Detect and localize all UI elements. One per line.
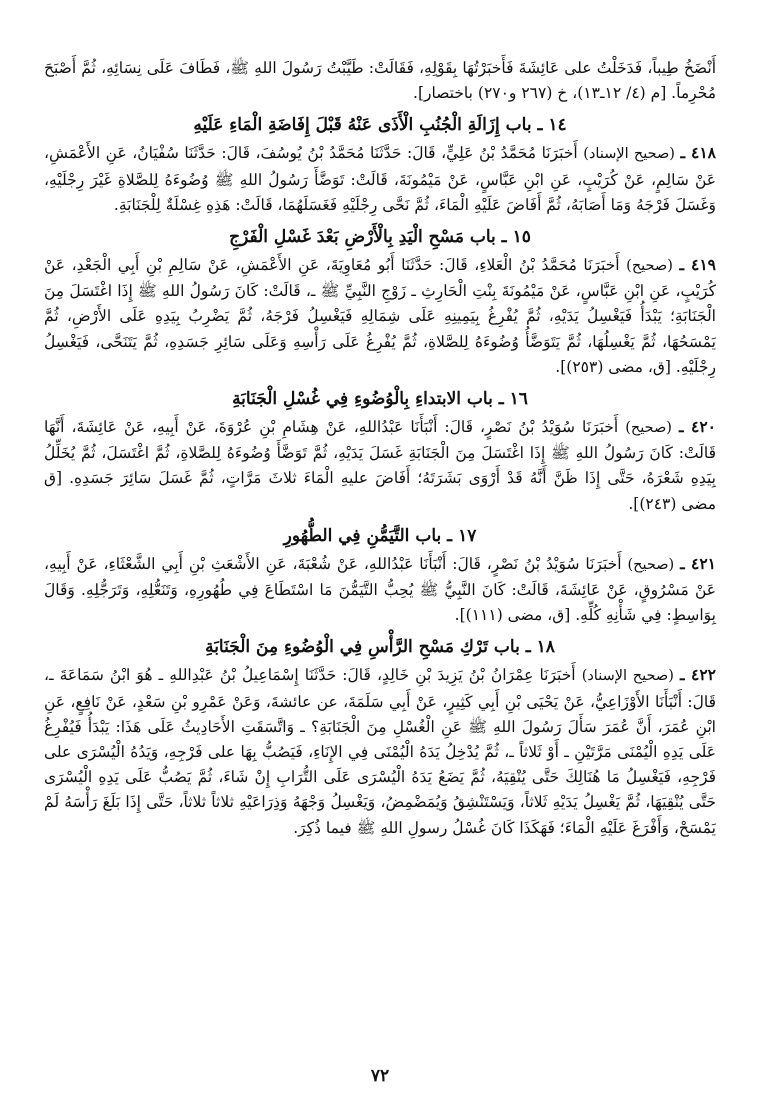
- hadith-number: ٤٢٠ ـ: [678, 417, 716, 437]
- hadith-text: أَخبَرَنَا سُوَيْدُ بْنُ نَصْرٍ، قَالَ: أَنْبَأَنَا عَبْدُاللهِ، عَنْ هِشَامِ بْنِ عُرْوَةَ، عَنْ أَبِيهِ، عَنْ عَائِشَةَ، أَنَّهَا قَالَتْ: كَانَ رَسُولُ اللهِ ﷺ إِذَا اغْتَسَلَ مِنَ الْجَنَابَةِ غَسَلَ يَدَيْهِ، ثُمَّ تَوَضَّأَ وُضُوءَهُ لِلصَّلاةِ، ثُمَّ اغْتَسَلَ، ثُمَّ يُخَلِّلُ بِيَدِهِ شَعْرَهُ، حَتَّى إِذَا ظَنَّ أَنَّهُ قَدْ أَرْوَى بَشَرَتَهُ؛ أَفَاضَ عليهِ الْمَاءَ ثلاثَ مَرَّاتٍ، ثُمَّ غَسَلَ سَائِرَ جَسَدِهِ. [ق مضى (٢٤٣)].: [44, 418, 716, 513]
- hadith-text: أَخبَرَنَا عِمْرَانُ بْنُ يَزِيدَ بْنِ خَالِدٍ، قَالَ: حَدَّثَنَا إِسْمَاعِيلُ بْنُ عَبْدِاللهِ ـ هُوَ ابْنُ سَمَاعَةَ ـ، قَالَ: أَنْبَأَنَا الأَوْزَاعِيُّ، عَنْ يَحْيَى بْنِ أَبِي كَثِيرٍ، عَنْ أَبِي سَلَمَةَ، عن عائشةَ، وَعَنْ عَمْرِو بْنِ سَعْدٍ، عَنْ نَافِعٍ، عَنِ ابْنِ عُمَرَ، أَنَّ عُمَرَ سَأَلَ رَسُولَ اللهِ ﷺ عَنِ الْغُسْلِ مِنَ الْجَنَابَةِ؟ ـ وَاتَّسَقَتِ الأَحَادِيثُ عَلَى هَذَا: يَبْدَأُ فَيُفْرِغُ عَلَى يَدِهِ الْيُمْنَى مَرَّتَيْنِ ـ أَوْ ثَلاثاً ـ، ثُمَّ يُدْخِلُ يَدَهُ الْيُمْنَى فِي الإِنَاءِ، فَيَصُبُّ بِهَا على فَرْجِهِ، وَيَدُهُ الْيُسْرَى على فَرْجِهِ، فَيَغْسِلُ مَا هُنَالِكَ حَتَّى يُنْقِيَهُ، ثُمَّ يَضَعُ يَدَهُ الْيُسْرَى عَلَى التُّرَابِ إِنْ شَاءَ، ثُمَّ يَصُبُّ عَلَى يَدِهِ الْيُسْرَى حَتَّى يُنْقِيَهَا، ثُمَّ يَغْسِلُ يَدَيْهِ ثَلاثاً، وَيَسْتَنْشِقُ وَيُمَضْمِضُ، وَيَغْسِلُ وَجْهَهُ وَذِرَاعَيْهِ ثلاثاً ثلاثاً، حَتَّى إِذَا بَلَغَ رَأْسَهُ لَمْ يَمْسَحْ، وَأَفْرَغَ عَلَيْهِ الْمَاءَ؛ فَهَكَذَا كَانَ غُسْلُ رسولِ اللهِ ﷺ فيما ذُكِرَ.: [44, 666, 716, 837]
- hadith-grade: (صحيح): [627, 556, 675, 573]
- chapter-heading: ١٦ ـ باب الابتداءِ بِالْوُضُوءِ فِي غُسْلِ الْجَنَابَةِ: [232, 389, 528, 410]
- hadith-text: أَخبَرَنَا سُوَيْدُ بْنُ نَصْرٍ، قَالَ: أَنْبَأَنَا عَبْدُاللهِ، عَنْ شُعْبَةَ، عَنِ الأَشْعَثِ بْنِ أَبِي الشَّعْثَاءِ، عَنْ أَبِيهِ، عَنْ مَسْرُوقٍ، عَنْ عَائِشَةَ، قَالَتْ: كَانَ النَّبِيُّ ﷺ يُحِبُّ التَّيَمُّنَ مَا اسْتَطَاعَ فِي طُهُورِهِ، وَتَنَعُّلِهِ، وَتَرَجُّلِهِ. وَقَالَ بِوَاسِطٍ: فِي شَأْنِهِ كُلِّهِ. [ق، مضى (١١١)].: [44, 554, 716, 625]
- section-17: [44, 523, 716, 629]
- hadith-number: ٤١٨ ـ: [680, 143, 717, 163]
- hadith-paragraph: [44, 662, 716, 840]
- hadith-paragraph: [44, 414, 716, 517]
- hadith-paragraph: [44, 252, 716, 380]
- hadith-text: أَخبَرَنَا مُحَمَّدُ بْنُ الْعَلاءِ، قَالَ: حَدَّثَنَا أَبُو مُعَاوِيَةَ، عَنِ الأَعْمَشِ، عَنْ سَالِمِ بْنِ أَبِي الْجَعْدِ، عَنْ كُرَيْبٍ، عَنِ ابْنِ عَبَّاسٍ، عَنْ مَيْمُونَةَ بِنْتِ الْحَارِثِ ـ زَوْجِ النَّبِيِّ ﷺ ـ، قَالَتْ: كَانَ رَسُولُ اللهِ ﷺ إِذَا اغْتَسَلَ مِنَ الْجَنَابَةِ؛ يَبْدَأُ فَيَغْسِلُ يَدَيْهِ، ثُمَّ يُفْرِغُ بِيَمِينِهِ عَلَى شِمَالِهِ فَيَغْسِلُ فَرْجَهُ، ثُمَّ يَضْرِبُ بِيَدِهِ عَلَى الأَرْضِ، ثُمَّ يَمْسَحُهَا، ثُمَّ يَغْسِلُهَا، ثُمَّ يَتَوَضَّأُ وُضُوءَهُ لِلصَّلاةِ، ثُمَّ يُفْرِغُ عَلَى رَأْسِهِ وَعَلَى سَائِرِ جَسَدِهِ، ثُمَّ يَتَنَحَّى، فَيَغْسِلُ رِجْلَيْهِ. [ق، مضى (٢٥٣)].: [44, 256, 716, 376]
- section-14: [44, 112, 716, 218]
- hadith-paragraph: [44, 551, 716, 629]
- hadith-grade: (صحيح الإسناد): [581, 668, 674, 685]
- section-16: [44, 386, 716, 517]
- chapter-heading: ١٥ ـ باب مَسْحِ الْيَدِ بِالْأَرْضِ بَعْدَ غَسْلِ الْفَرْجِ: [229, 227, 531, 248]
- hadith-paragraph: [44, 140, 716, 218]
- hadith-grade: (صحيح): [626, 258, 673, 275]
- hadith-grade: (صحيح الإسناد): [583, 146, 675, 163]
- chapter-heading: ١٤ ـ باب إِزَالَةِ الْجُنُبِ الْأَذَى عَنْهُ قَبْلَ إِفَاضَةِ الْمَاءِ عَلَيْهِ: [193, 115, 567, 136]
- hadith-grade: (صحيح): [625, 420, 672, 437]
- chapter-heading: ١٧ ـ باب التَّيَمُّنِ فِي الطُّهُورِ: [283, 525, 477, 546]
- hadith-number: ٤٢١ ـ: [680, 553, 716, 573]
- section-15: [44, 224, 716, 380]
- hadith-text: أَخبَرَنَا مُحَمَّدُ بْنُ عَلِيٍّ، قَالَ: حَدَّثَنَا مُحَمَّدُ بْنُ يُوسُفَ، قَالَ: حَدَّثَنَا سُفْيَانُ، عَنِ الأَعْمَشِ، عَنْ سَالِمٍ، عَنْ كُرَيْبٍ، عَنِ ابْنِ عَبَّاسٍ، عَنْ مَيْمُونَةَ، قَالَتْ: تَوَضَّأَ رَسُولُ اللهِ ﷺ وُضُوءَهُ لِلصَّلاةِ غَيْرَ رِجْلَيْهِ، وَغَسَلَ فَرْجَهُ وَمَا أَصَابَهُ، ثُمَّ أَفَاضَ عَلَيْهِ الْمَاءَ، ثُمَّ نَحَّى رِجْلَيْهِ فَغَسَلَهُمَا، قَالَتْ: هَذِهِ غِسْلَةٌ لِلْجَنَابَةِ.: [44, 144, 716, 214]
- section-18: [44, 634, 716, 840]
- hadith-number: ٤١٩ ـ: [679, 255, 716, 275]
- hadith-number: ٤٢٢ ـ: [679, 665, 717, 685]
- page-number: ٧٢: [370, 1066, 390, 1086]
- intro-paragraph: أَنْضَخُ طِيباً، فَدَخَلْتُ على عَائِشَةَ فَأَخبَرْتُهَا بِقَوْلِهِ، فَقَالَتْ: طَيَّبْتُ رَسُولَ اللهِ ﷺ، فَطَافَ عَلَى نِسَائِهِ، ثُمَّ أَصْبَحَ مُحْرِماً. [م (٤/ ١٢ـ١٣)، خ (٢٦٧ و٢٧٠) باختصار].: [44, 59, 716, 103]
- chapter-heading: ١٨ ـ باب تَرْكِ مَسْحِ الرَّأْسِ فِي الْوُضُوءِ مِنَ الْجَنَابَةِ: [205, 637, 555, 658]
